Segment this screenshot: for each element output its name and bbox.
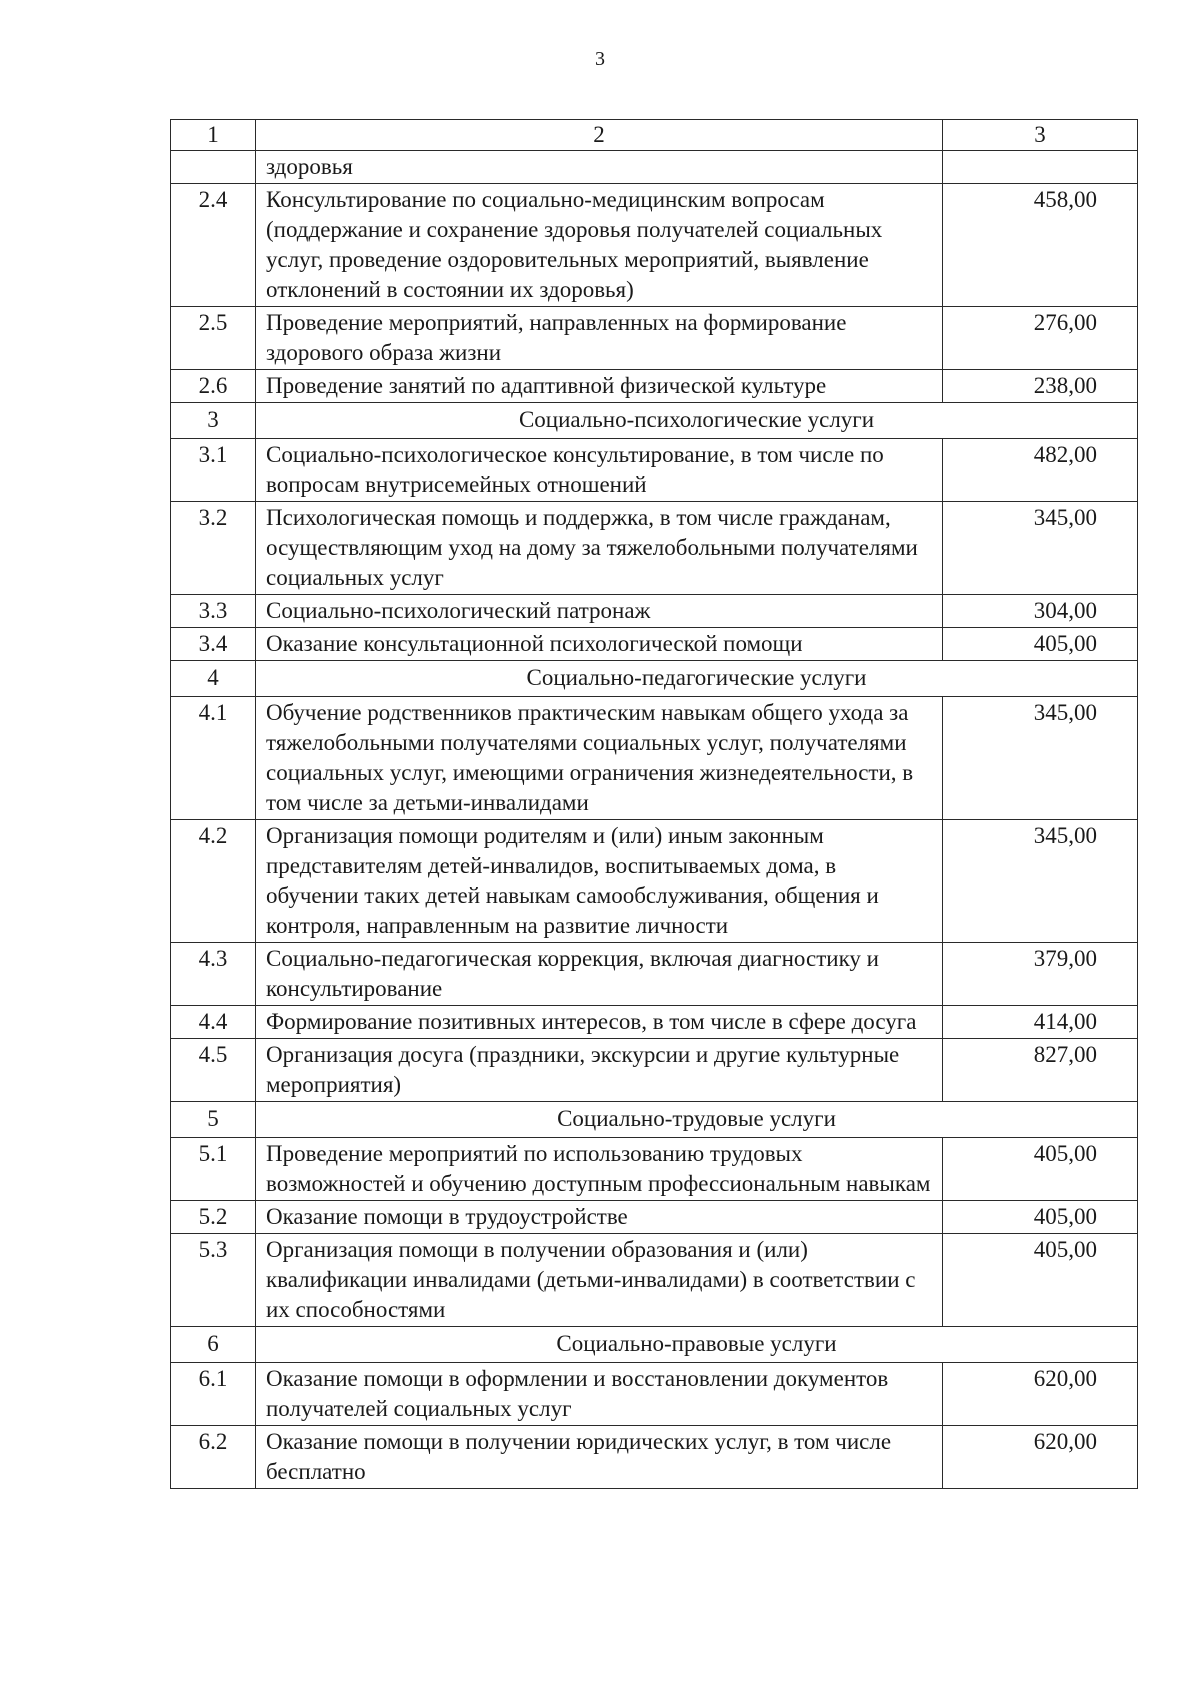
- header-col-price: 3: [943, 120, 1138, 151]
- service-row: [171, 502, 1138, 595]
- service-row: [171, 184, 1138, 307]
- service-name: Оказание помощи в получении юридических услуг, в том числе бесплатно: [256, 1426, 943, 1489]
- service-price: 345,00: [943, 502, 1138, 595]
- service-name: Консультирование по социально-медицинским вопросам (поддержание и сохранение здоровья получателей социальных услуг, проведение оздоровительных мероприятий, выявление отклонений в состоянии их здоровья): [256, 184, 943, 307]
- service-number: 2.6: [171, 370, 256, 403]
- service-number: 4.1: [171, 697, 256, 820]
- service-number: 4.4: [171, 1006, 256, 1039]
- service-name: Проведение мероприятий, направленных на формирование здорового образа жизни: [256, 307, 943, 370]
- service-number: 3.1: [171, 439, 256, 502]
- service-name: Организация досуга (праздники, экскурсии и другие культурные мероприятия): [256, 1039, 943, 1102]
- service-row: [171, 1138, 1138, 1201]
- section-header-row: [171, 403, 1138, 439]
- service-price: 458,00: [943, 184, 1138, 307]
- service-name: Оказание помощи в трудоустройстве: [256, 1201, 943, 1234]
- service-price: 276,00: [943, 307, 1138, 370]
- service-number: 2.4: [171, 184, 256, 307]
- service-price: 405,00: [943, 1234, 1138, 1327]
- services-tariff-table: [170, 119, 1138, 1489]
- service-number: 5.1: [171, 1138, 256, 1201]
- service-number: 3.2: [171, 502, 256, 595]
- service-name: Социально-психологический патронаж: [256, 595, 943, 628]
- service-name: Формирование позитивных интересов, в том числе в сфере досуга: [256, 1006, 943, 1039]
- service-price: 379,00: [943, 943, 1138, 1006]
- service-row: [171, 595, 1138, 628]
- section-title: Социально-правовые услуги: [256, 1327, 1138, 1363]
- service-price: [943, 151, 1138, 184]
- service-number: 4.5: [171, 1039, 256, 1102]
- service-name: Оказание помощи в оформлении и восстановлении документов получателей социальных услуг: [256, 1363, 943, 1426]
- service-row: [171, 697, 1138, 820]
- service-row: [171, 307, 1138, 370]
- service-name: Социально-педагогическая коррекция, включая диагностику и консультирование: [256, 943, 943, 1006]
- section-title: Социально-психологические услуги: [256, 403, 1138, 439]
- service-price: 405,00: [943, 1138, 1138, 1201]
- service-row: [171, 1039, 1138, 1102]
- service-row: [171, 1006, 1138, 1039]
- service-number: 6.1: [171, 1363, 256, 1426]
- service-name: Проведение занятий по адаптивной физической культуре: [256, 370, 943, 403]
- service-number: [171, 151, 256, 184]
- service-number: 6.2: [171, 1426, 256, 1489]
- header-col-name: 2: [256, 120, 943, 151]
- table-header-row: [171, 120, 1138, 151]
- section-title: Социально-педагогические услуги: [256, 661, 1138, 697]
- section-header-row: [171, 661, 1138, 697]
- service-number: 2.5: [171, 307, 256, 370]
- section-number: 6: [171, 1327, 256, 1363]
- service-row: [171, 1426, 1138, 1489]
- page-number: 3: [595, 48, 605, 70]
- service-name: Социально-психологическое консультирование, в том числе по вопросам внутрисемейных отношений: [256, 439, 943, 502]
- service-row: [171, 628, 1138, 661]
- service-name: Оказание консультационной психологической помощи: [256, 628, 943, 661]
- service-name: Проведение мероприятий по использованию трудовых возможностей и обучению доступным профессиональным навыкам: [256, 1138, 943, 1201]
- service-name: Организация помощи родителям и (или) иным законным представителям детей-инвалидов, воспитываемых дома, в обучении таких детей навыкам самообслуживания, общения и контроля, направленным на развитие личности: [256, 820, 943, 943]
- service-price: 620,00: [943, 1426, 1138, 1489]
- service-row: [171, 151, 1138, 184]
- service-price: 405,00: [943, 1201, 1138, 1234]
- service-number: 3.4: [171, 628, 256, 661]
- service-number: 3.3: [171, 595, 256, 628]
- service-name: Психологическая помощь и поддержка, в том числе гражданам, осуществляющим уход на дому за тяжелобольными получателями социальных услуг: [256, 502, 943, 595]
- service-name: Обучение родственников практическим навыкам общего ухода за тяжелобольными получателями социальных услуг, получателями социальных услуг, имеющими ограничения жизнедеятельности, в том числе за детьми-инвалидами: [256, 697, 943, 820]
- section-number: 5: [171, 1102, 256, 1138]
- service-price: 482,00: [943, 439, 1138, 502]
- service-price: 827,00: [943, 1039, 1138, 1102]
- service-price: 345,00: [943, 697, 1138, 820]
- service-number: 5.3: [171, 1234, 256, 1327]
- service-number: 4.3: [171, 943, 256, 1006]
- service-row: [171, 370, 1138, 403]
- service-row: [171, 439, 1138, 502]
- section-header-row: [171, 1327, 1138, 1363]
- service-price: 414,00: [943, 1006, 1138, 1039]
- section-header-row: [171, 1102, 1138, 1138]
- section-title: Социально-трудовые услуги: [256, 1102, 1138, 1138]
- section-number: 3: [171, 403, 256, 439]
- service-number: 4.2: [171, 820, 256, 943]
- service-row: [171, 943, 1138, 1006]
- service-price: 620,00: [943, 1363, 1138, 1426]
- service-price: 345,00: [943, 820, 1138, 943]
- service-number: 5.2: [171, 1201, 256, 1234]
- service-price: 405,00: [943, 628, 1138, 661]
- service-name: Организация помощи в получении образования и (или) квалификации инвалидами (детьми-инвалидами) в соответствии с их способностями: [256, 1234, 943, 1327]
- service-row: [171, 1234, 1138, 1327]
- service-price: 238,00: [943, 370, 1138, 403]
- service-row: [171, 820, 1138, 943]
- section-number: 4: [171, 661, 256, 697]
- service-price: 304,00: [943, 595, 1138, 628]
- header-col-number: 1: [171, 120, 256, 151]
- service-row: [171, 1363, 1138, 1426]
- service-name: здоровья: [256, 151, 943, 184]
- service-row: [171, 1201, 1138, 1234]
